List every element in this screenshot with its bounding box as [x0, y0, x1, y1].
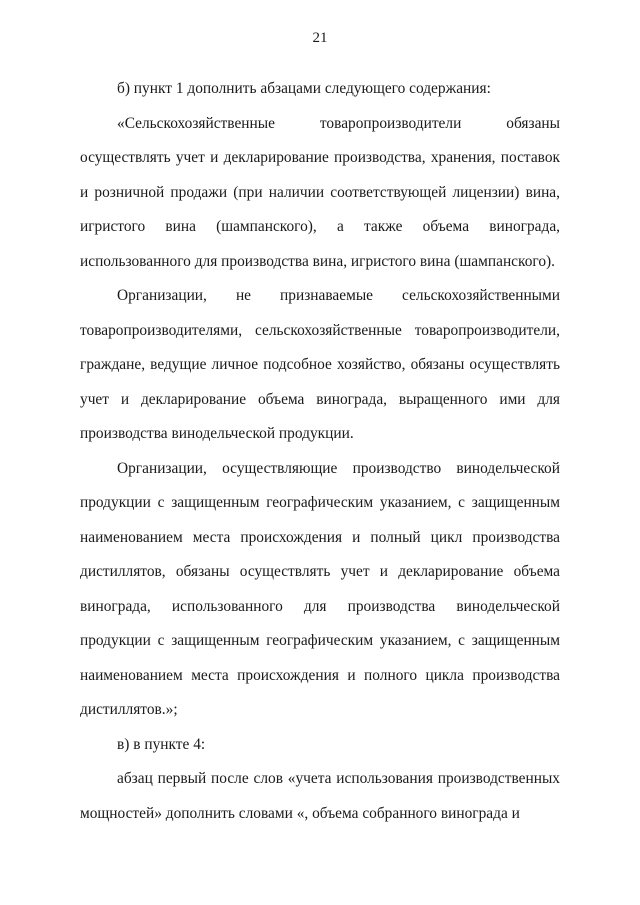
paragraph-organizations-not-agricultural: Организации, не признаваемые сельскохозяйственными товаропроизводителями, сельскохозяйственные товаропроизводители, граждане, ведущие личное подсобное хозяйство, обязаны осуществлять учет и декларирование объема винограда, выращенного ими для производства винодельческой продукции.	[80, 287, 560, 442]
paragraph-agricultural-producers: «Сельскохозяйственные товаропроизводители обязаны осуществлять учет и декларирование производства, хранения, поставок и розничной продажи (при наличии соответствующей лицензии) вина, игристого вина (шампанского), а также объема винограда, использованного для производства вина, игристого вина (шампанского).	[80, 114, 560, 270]
page-number: 21	[312, 30, 328, 46]
paragraph-item-v: в) в пункте 4:	[117, 735, 206, 753]
paragraph-first-abzac: абзац первый после слов «учета использования производственных мощностей» дополнить словами «, объема собранного винограда и	[80, 770, 560, 822]
document-body	[80, 72, 560, 831]
paragraph-item-b: б) пункт 1 дополнить абзацами следующего содержания:	[117, 80, 491, 97]
paragraph-organizations-protected-indication: Организации, осуществляющие производство винодельческой продукции с защищенным географическим указанием, с защищенным наименованием места происхождения и полный цикл производства дистиллятов, обязаны осуществлять учет и декларирование объема винограда, использованного для производства винодельческой продукции с защищенным географическим указанием, с защищенным наименованием места происхождения и полного цикла производства дистиллятов.»;	[80, 459, 560, 718]
